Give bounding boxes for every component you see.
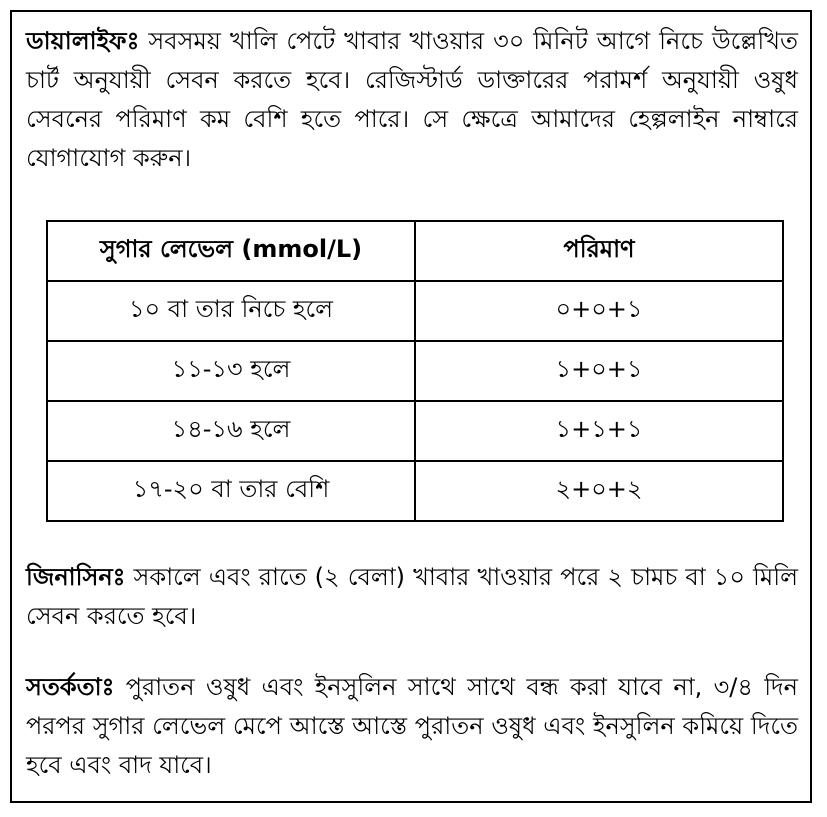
- table-row: [47, 281, 783, 341]
- caution-note: [26, 668, 798, 785]
- dose-header: পরিমাণ: [415, 221, 783, 281]
- sugar-level-header: সুগার লেভেল (mmol/L): [47, 221, 415, 281]
- dose-cell: ১+০+১: [415, 341, 783, 401]
- instruction-card: [10, 10, 812, 803]
- table-row: [47, 461, 783, 521]
- dose-cell: ২+০+২: [415, 461, 783, 521]
- caution-text: পুরাতন ওষুধ এবং ইনসুলিন সাথে সাথে বন্ধ করা যাবে না, ৩/৪ দিন পরপর সুগার লেভেল মেপে আস্তে আস্তে পুরাতন ওষুধ এবং ইনসুলিন কমিয়ে দিতে হবে এবং বাদ যাবে।: [26, 673, 798, 779]
- table-row: [47, 401, 783, 461]
- dialife-label: ডায়ালাইফঃ: [26, 27, 140, 55]
- sugar-level-cell: ১৪-১৬ হলে: [47, 401, 415, 461]
- dose-cell: ০+০+১: [415, 281, 783, 341]
- sugar-level-cell: ১০ বা তার নিচে হলে: [47, 281, 415, 341]
- sugar-level-cell: ১১-১৩ হলে: [47, 341, 415, 401]
- jinasin-label: জিনাসিনঃ: [26, 563, 126, 591]
- dosage-table: [46, 220, 784, 522]
- dose-cell: ১+১+১: [415, 401, 783, 461]
- jinasin-text: সকালে এবং রাতে (২ বেলা) খাবার খাওয়ার পরে ২ চামচ বা ১০ মিলি সেবন করতে হবে।: [26, 563, 798, 630]
- table-row: [47, 341, 783, 401]
- caution-label: সতর্কতাঃ: [26, 673, 115, 701]
- dialife-instructions: [26, 22, 798, 178]
- dialife-text: সবসময় খালি পেটে খাবার খাওয়ার ৩০ মিনিট আগে নিচে উল্লেখিত চার্ট অনুযায়ী সেবন করতে হবে। রেজিস্টার্ড ডাক্তারের পরামর্শ অনুযায়ী ওষুধ সেবনের পরিমাণ কম বেশি হতে পারে। সে ক্ষেত্রে আমাদের হেল্পলাইন নাম্বারে যোগাযোগ করুন।: [26, 27, 798, 172]
- jinasin-instructions: [26, 558, 798, 636]
- table-header-row: [47, 221, 783, 281]
- sugar-level-cell: ১৭-২০ বা তার বেশি: [47, 461, 415, 521]
